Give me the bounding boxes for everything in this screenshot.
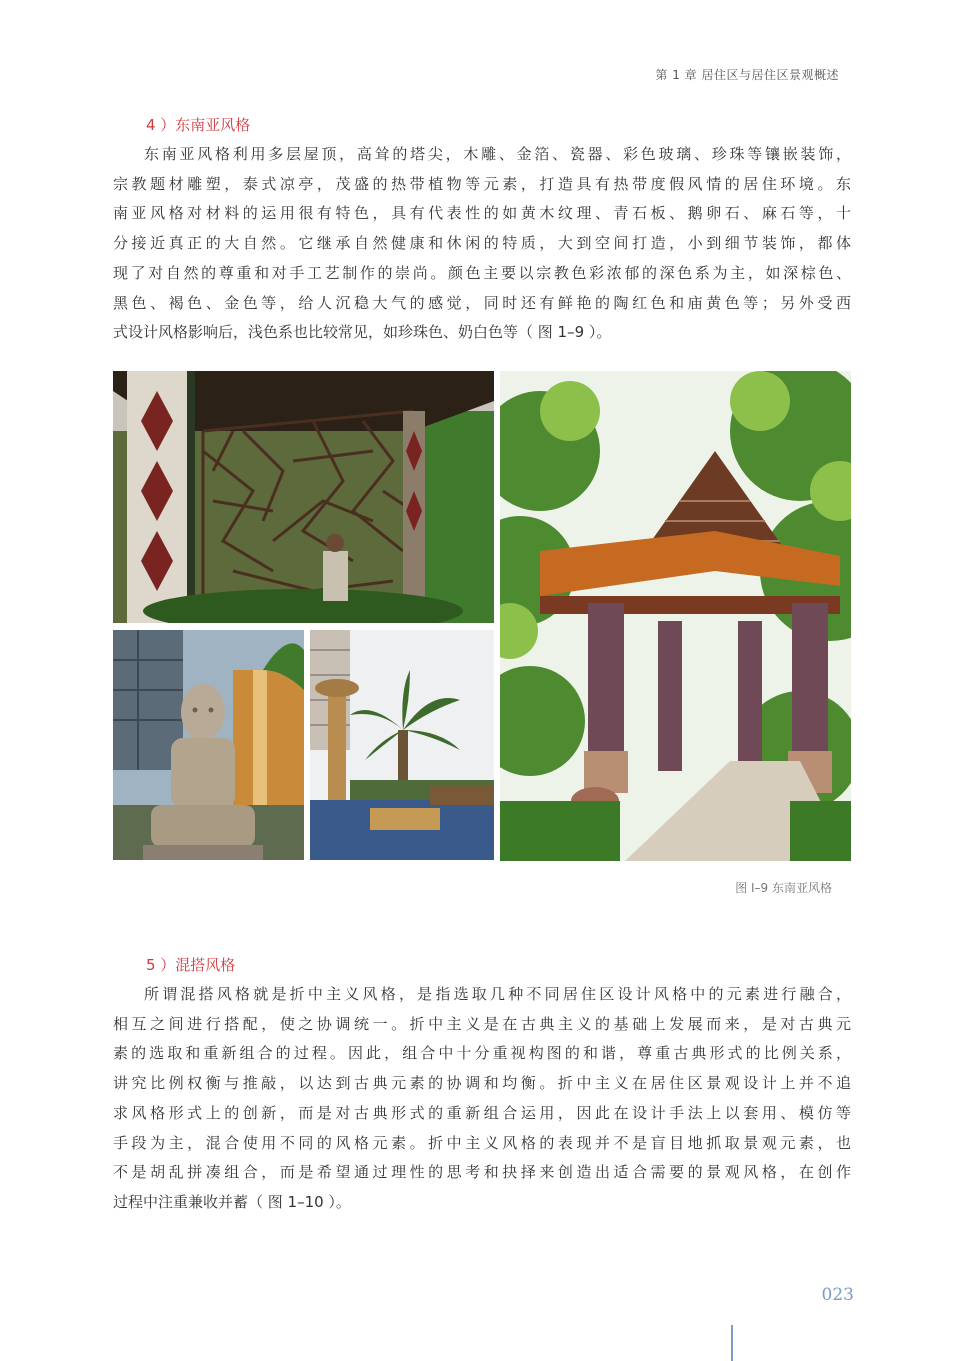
bottom-rule <box>731 1325 733 1361</box>
photo-lattice-pavilion <box>113 371 494 623</box>
paragraph-line: 相互之间进行搭配，使之协调统一。折中主义是在古典主义的基础上发展而来，是对古典元 <box>113 1014 851 1033</box>
page-number: 023 <box>821 1285 854 1305</box>
photo-stone-statue <box>113 630 304 860</box>
paragraph-southeast-asian <box>113 140 851 348</box>
paragraph-line: 式设计风格影响后，浅色系也比较常见，如珍珠色、奶白色等（ 图 1–9 ）。 <box>113 323 612 342</box>
paragraph-mixed-style <box>113 980 851 1218</box>
paragraph-line: 现了对自然的尊重和对手工艺制作的崇尚。颜色主要以宗教色彩浓郁的深色系为主，如深棕色、 <box>113 263 851 282</box>
figure-caption: 图 I–9 东南亚风格 <box>735 881 832 895</box>
section-title-mixed-style: 5 ）混搭风格 <box>146 956 236 974</box>
photo-garden-gazebo <box>500 371 851 861</box>
section-title-southeast-asian: 4 ）东南亚风格 <box>146 116 251 134</box>
paragraph-line: 南亚风格对材料的运用很有特色，具有代表性的如黄木纹理、青石板、鹅卵石、麻石等，十 <box>113 204 851 223</box>
paragraph-line: 东南亚风格利用多层屋顶，高耸的塔尖，木雕、金箔、瓷器、彩色玻璃、珍珠等镶嵌装饰， <box>144 145 851 163</box>
paragraph-line: 过程中注重兼收并蓄（ 图 1–10 ）。 <box>113 1192 351 1211</box>
paragraph-line: 讲究比例权衡与推敲，以达到古典元素的协调和均衡。折中主义在居住区景观设计上并不追 <box>113 1074 851 1093</box>
photo-palm-pool <box>310 630 494 860</box>
paragraph-line: 手段为主，混合使用不同的风格元素。折中主义风格的表现并不是盲目地抓取景观元素，也 <box>113 1133 851 1152</box>
paragraph-line: 黑色、褐色、金色等，给人沉稳大气的感觉，同时还有鲜艳的陶红色和庙黄色等；另外受西 <box>113 293 851 312</box>
paragraph-line: 素的选取和重新组合的过程。因此，组合中十分重视构图的和谐，尊重古典形式的比例关系， <box>113 1044 851 1063</box>
paragraph-line: 宗教题材雕塑，泰式凉亭，茂盛的热带植物等元素，打造具有热带度假风情的居住环境。东 <box>113 174 851 193</box>
paragraph-line: 分接近真正的大自然。它继承自然健康和休闲的特质，大到空间打造，小到细节装饰，都体 <box>113 234 851 253</box>
paragraph-line: 求风格形式上的创新，而是对古典形式的重新组合运用，因此在设计手法上以套用、模仿等 <box>113 1103 851 1122</box>
paragraph-line: 不是胡乱拼凑组合，而是希望通过理性的思考和抉择来创造出适合需要的景观风格，在创作 <box>113 1163 851 1182</box>
running-header: 第 1 章 居住区与居住区景观概述 <box>655 68 839 82</box>
paragraph-line: 所谓混搭风格就是折中主义风格，是指选取几种不同居住区设计风格中的元素进行融合， <box>144 985 851 1003</box>
